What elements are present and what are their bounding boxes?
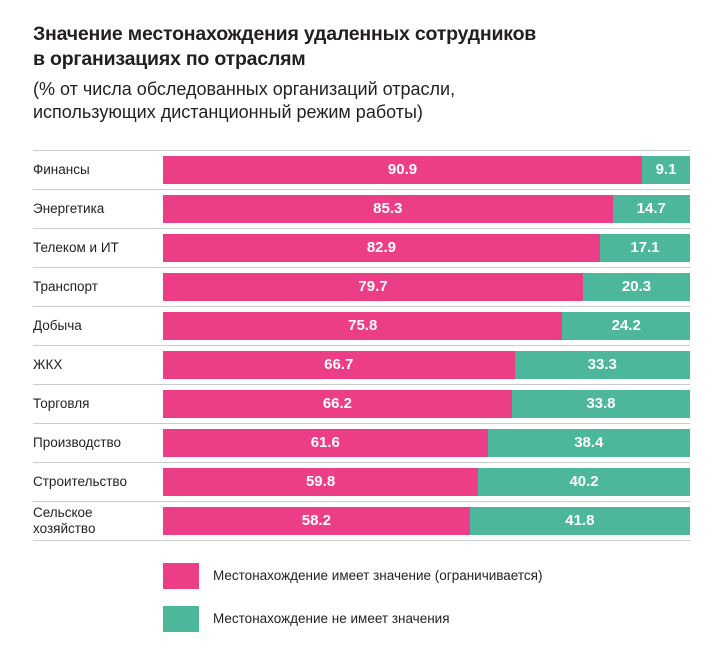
legend-label-not-matters: Местонахождение не имеет значения	[213, 611, 450, 627]
row-bars	[163, 346, 690, 384]
row-label	[33, 346, 163, 384]
row-label-text-line-2: хозяйство	[33, 520, 96, 536]
row-label-text: Транспорт	[33, 278, 98, 294]
bar-wrap	[163, 195, 690, 223]
bar-wrap	[163, 507, 690, 535]
bar-segment-not-matters: 41.8	[470, 507, 690, 535]
page-title-line-2: в организациях по отраслям	[33, 47, 306, 70]
bar-segment-matters: 59.8	[163, 468, 478, 496]
row-label	[33, 385, 163, 423]
bar-segment-not-matters: 40.2	[478, 468, 690, 496]
chart-legend	[33, 563, 690, 632]
row-bars	[163, 424, 690, 462]
bar-segment-not-matters: 17.1	[600, 234, 690, 262]
bar-segment-not-matters: 9.1	[642, 156, 690, 184]
bar-segment-not-matters: 33.3	[515, 351, 690, 379]
row-bars	[163, 190, 690, 228]
row-label	[33, 190, 163, 228]
row-bars	[163, 307, 690, 345]
row-label-text-line-1: Сельское	[33, 505, 93, 521]
bar-segment-not-matters: 38.4	[488, 429, 690, 457]
table-row	[33, 189, 690, 228]
row-label	[33, 307, 163, 345]
chart-title-block	[33, 22, 690, 125]
table-row	[33, 306, 690, 345]
row-label-text: ЖКХ	[33, 356, 63, 372]
row-label-text: Строительство	[33, 473, 127, 489]
bar-segment-not-matters: 20.3	[583, 273, 690, 301]
bar-wrap	[163, 234, 690, 262]
row-bars	[163, 268, 690, 306]
row-label-text: Энергетика	[33, 200, 105, 216]
table-row	[33, 462, 690, 501]
row-label-text: Производство	[33, 434, 122, 450]
bar-wrap	[163, 468, 690, 496]
bar-segment-matters: 66.2	[163, 390, 512, 418]
page-subtitle-line-1: (% от числа обследованных организаций отрасли,	[33, 78, 456, 99]
table-row	[33, 150, 690, 189]
row-label	[33, 424, 163, 462]
bar-wrap	[163, 273, 690, 301]
row-label-text: Добыча	[33, 317, 82, 333]
legend-item-matters	[163, 563, 690, 589]
bar-wrap	[163, 429, 690, 457]
legend-item-not-matters	[163, 606, 690, 632]
page-title-line-1: Значение местонахождения удаленных сотрудников	[33, 23, 537, 45]
table-row	[33, 423, 690, 462]
bar-segment-matters: 82.9	[163, 234, 600, 262]
row-bars	[163, 229, 690, 267]
row-bars	[163, 463, 690, 501]
table-row	[33, 384, 690, 423]
row-label-text: Телеком и ИТ	[33, 239, 119, 255]
bar-wrap	[163, 312, 690, 340]
bar-segment-matters: 79.7	[163, 273, 583, 301]
row-label-text	[33, 505, 95, 536]
bar-segment-matters: 61.6	[163, 429, 488, 457]
bar-wrap	[163, 390, 690, 418]
stacked-bar-chart	[33, 150, 690, 541]
page-subtitle	[33, 78, 690, 125]
bar-wrap	[163, 351, 690, 379]
table-row	[33, 228, 690, 267]
bar-wrap	[163, 156, 690, 184]
row-bars	[163, 385, 690, 423]
row-label	[33, 502, 163, 540]
bar-segment-matters: 90.9	[163, 156, 642, 184]
bar-segment-matters: 66.7	[163, 351, 515, 379]
legend-swatch-not-matters	[163, 606, 199, 632]
bar-segment-not-matters: 14.7	[613, 195, 690, 223]
row-label-text: Финансы	[33, 161, 90, 177]
legend-swatch-matters	[163, 563, 199, 589]
page-title	[33, 22, 690, 72]
bar-segment-matters: 85.3	[163, 195, 613, 223]
row-label-text: Торговля	[33, 395, 90, 411]
table-row	[33, 345, 690, 384]
row-label	[33, 229, 163, 267]
legend-label-matters: Местонахождение имеет значение (ограничивается)	[213, 568, 543, 584]
bar-segment-matters: 75.8	[163, 312, 562, 340]
bar-segment-not-matters: 24.2	[562, 312, 690, 340]
table-row	[33, 267, 690, 306]
bar-segment-matters: 58.2	[163, 507, 470, 535]
bar-segment-not-matters: 33.8	[512, 390, 690, 418]
table-row	[33, 501, 690, 541]
row-label	[33, 463, 163, 501]
row-bars	[163, 502, 690, 540]
page-subtitle-line-2: использующих дистанционный режим работы)	[33, 102, 423, 123]
row-label	[33, 268, 163, 306]
row-bars	[163, 151, 690, 189]
row-label	[33, 151, 163, 189]
